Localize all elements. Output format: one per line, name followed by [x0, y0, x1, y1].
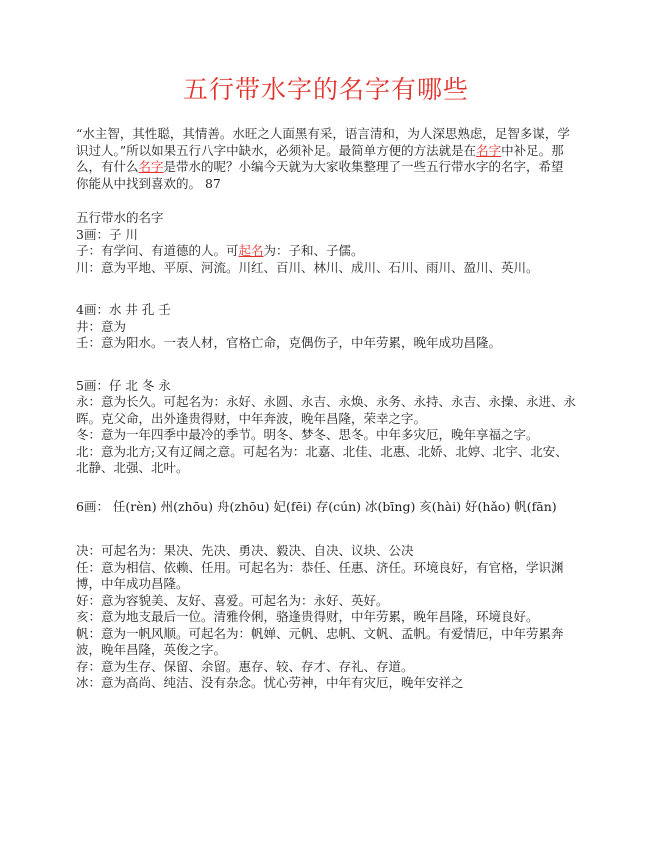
- intro-text-2: 中补足。那么，有什么: [76, 142, 564, 174]
- entries-block: [76, 543, 576, 692]
- entry-bing: 冰：意为高尚、纯洁、没有杂念。忧心劳神，中年有灾厄，晚年安祥之: [76, 675, 464, 690]
- keyword-link-name[interactable]: 名字: [476, 142, 502, 158]
- entry-zi-text-a: 子：有学问、有道德的人。可: [76, 243, 239, 258]
- entry-hao: 好：意为容貌美、友好、喜爱。可起名为：永好、英好。: [76, 592, 389, 608]
- section-block-4: [76, 302, 576, 352]
- entry-chuan: 川：意为平地、平原、河流。川红、百川、林川、成川、石川、雨川、盈川、英川。: [76, 259, 539, 275]
- entry-zi: [76, 243, 576, 260]
- entry-jing: 井：意为: [76, 318, 127, 334]
- entry-yong: 永：意为长久。可起名为：永好、永圆、永吉、永焕、永务、永持、永吉、永操、永进、永晖。克父命，出外逢贵得财，中年奔波，晚年昌隆，荣幸之字。: [76, 394, 577, 426]
- section-block-6: [76, 499, 576, 516]
- stroke-header-5: 5画：仔 北 冬 永: [76, 377, 171, 393]
- intro-paragraph: [76, 126, 576, 192]
- entry-zi-text-b: 为：子和、子儒。: [263, 243, 364, 258]
- entry-hai: 亥：意为地支最后一位。清雅伶俐，骆逢贵得财，中年劳累，晚年昌隆，环境良好。: [76, 609, 539, 624]
- intro-text-3: 是带水的呢？小编今天就为大家收集整理了一些五行带水字的名字，希望你能从中找到喜欢的。 87: [76, 159, 564, 191]
- section-block-5: [76, 378, 576, 477]
- entry-fan: 帆：意为一帆风顺。可起名为：帆婵、元帆、忠帆、文帆、孟帆。有爱情厄，中年劳累奔波，晚年昌隆，英俊之字。: [76, 625, 564, 657]
- section-title: 五行带水的名字: [76, 210, 164, 225]
- page-title: 五行带水字的名字有哪些: [182, 75, 469, 104]
- stroke-header-4: 4画：水 井 孔 壬: [76, 302, 171, 317]
- entry-ren: 壬：意为阳水。一表人材，官格亡命，克偶伤子，中年劳累，晚年成功昌隆。: [76, 335, 502, 350]
- entry-cun: 存：意为生存、保留、余留。惠存、较、存才、存礼、存道。: [76, 658, 414, 674]
- entry-ren2: 任：意为相信、依赖、任用。可起名为：恭任、任惠、济任。环境良好，有官格，学识渊博，中年成功昌隆。: [76, 559, 564, 591]
- stroke-header-3: 3画：子 川: [76, 226, 138, 242]
- keyword-link-name-2[interactable]: 名字: [138, 159, 164, 174]
- intro-text-1: “水主智，其性聪，其情善。水旺之人面黑有采，语言清和，为人深思熟虑，足智多谋，学识过人。”所以如果五行八字中缺水，必须补足。最简单方便的方法就是在: [76, 126, 570, 158]
- entry-dong: 冬：意为一年四季中最冷的季节。明冬、梦冬、思冬。中年多灾厄，晚年享福之字。: [76, 427, 539, 442]
- entry-jue: 决：可起名为：果决、先决、勇决、毅决、自决、议块、公决: [76, 543, 414, 558]
- entry-bei: 北：意为北方;又有辽阔之意。可起名为：北嘉、北佳、北惠、北娇、北婷、北宇、北安、北静、北强、北叶。: [76, 443, 568, 475]
- keyword-link-qiming[interactable]: 起名: [238, 243, 264, 258]
- section-block-3: [76, 210, 576, 276]
- stroke-header-6: 6画： 任(rèn) 州(zhōu) 舟(zhōu) 妃(fēi) 存(cún) 冰(bīng) 亥(hài) 好(hǎo) 帆(fān): [76, 498, 557, 514]
